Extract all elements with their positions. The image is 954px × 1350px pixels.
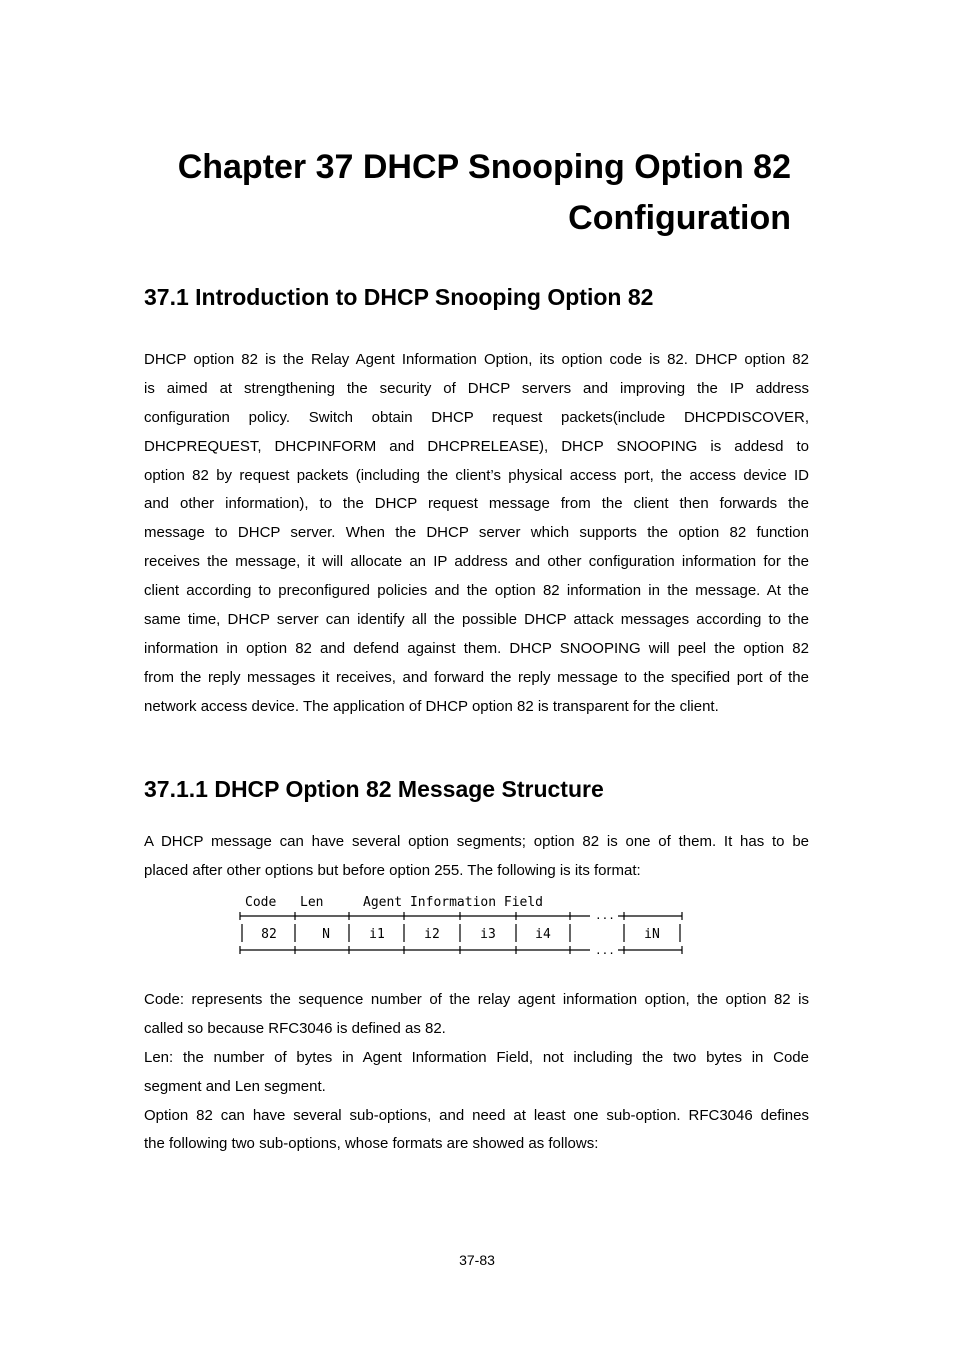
intro-line: DHCP option 82 is the Relay Agent Information Option, its option code is 82. DHCP option 82 xyxy=(144,351,809,368)
section-heading: 37.1 Introduction to DHCP Snooping Option 82 xyxy=(144,284,654,310)
definition-line: called so because RFC3046 is defined as 82. xyxy=(144,1019,446,1037)
ellipsis-top: ... xyxy=(595,909,615,922)
label-len: Len xyxy=(300,895,324,910)
subsection-heading: 37.1.1 DHCP Option 82 Message Structure xyxy=(144,776,604,802)
ellipsis-bottom: ... xyxy=(595,944,615,956)
label-agent-info: Agent Information Field xyxy=(363,895,544,910)
definition-line: Option 82 can have several sub-options, and need at least one sub-option. RFC3046 defines xyxy=(144,1106,809,1124)
intro-line: network access device. The application of DHCP option 82 is transparent for the client. xyxy=(144,697,719,715)
intro-line: from the reply messages it receives, and forward the reply message to the specified port of the xyxy=(144,668,809,686)
intro-line: message to DHCP server. When the DHCP server which supports the option 82 function xyxy=(144,524,809,542)
chapter-title-line-1: Chapter 37 DHCP Snooping Option 82 xyxy=(177,148,791,186)
cell-len-value: N xyxy=(322,927,330,942)
definition-line: segment and Len segment. xyxy=(144,1077,326,1095)
cell-i2: i2 xyxy=(424,927,440,942)
intro-line: information in option 82 and defend against them. DHCP SNOOPING will peel the option 82 xyxy=(144,639,809,657)
cell-i3: i3 xyxy=(480,927,496,942)
structure-paragraph xyxy=(144,828,809,886)
intro-line: receives the message, it will allocate an IP address and other configuration information for the xyxy=(144,553,809,571)
cell-i1: i1 xyxy=(369,927,385,942)
cell-code-value: 82 xyxy=(261,927,277,942)
definition-line: Len: the number of bytes in Agent Information Field, not including the two bytes in Code xyxy=(144,1048,809,1066)
intro-line: client according to preconfigured policies and the option 82 information in the message. At the xyxy=(144,582,809,600)
definition-paragraph xyxy=(144,986,809,1159)
intro-line: same time, DHCP server can identify all the possible DHCP attack messages according to the xyxy=(144,611,809,629)
intro-line: configuration policy. Switch obtain DHCP request packets(include DHCPDISCOVER, xyxy=(144,408,809,426)
intro-line: is aimed at strengthening the security of DHCP servers and improving the IP address xyxy=(144,379,809,397)
page-number: 37-83 xyxy=(459,1252,495,1268)
intro-paragraph xyxy=(144,346,809,722)
structure-line: A DHCP message can have several option segments; option 82 is one of them. It has to be xyxy=(144,833,809,850)
definition-line: the following two sub-options, whose formats are showed as follows: xyxy=(144,1135,599,1153)
intro-line: DHCPREQUEST, DHCPINFORM and DHCPRELEASE), DHCP SNOOPING is addesd to xyxy=(144,437,809,455)
structure-line: placed after other options but before option 255. The following is its format: xyxy=(144,861,641,879)
definition-line: Code: represents the sequence number of the relay agent information option, the option 82 is xyxy=(144,991,809,1008)
intro-line: option 82 by request packets (including the client’s physical access port, the access device ID xyxy=(144,466,809,484)
cell-i4: i4 xyxy=(535,927,551,942)
chapter-title-line-2: Configuration xyxy=(568,199,791,237)
label-code: Code xyxy=(245,895,277,910)
option82-format-diagram xyxy=(236,890,686,956)
cell-iN: iN xyxy=(644,927,660,942)
intro-line: and other information), to the DHCP request message from the client then forwards the xyxy=(144,495,809,513)
